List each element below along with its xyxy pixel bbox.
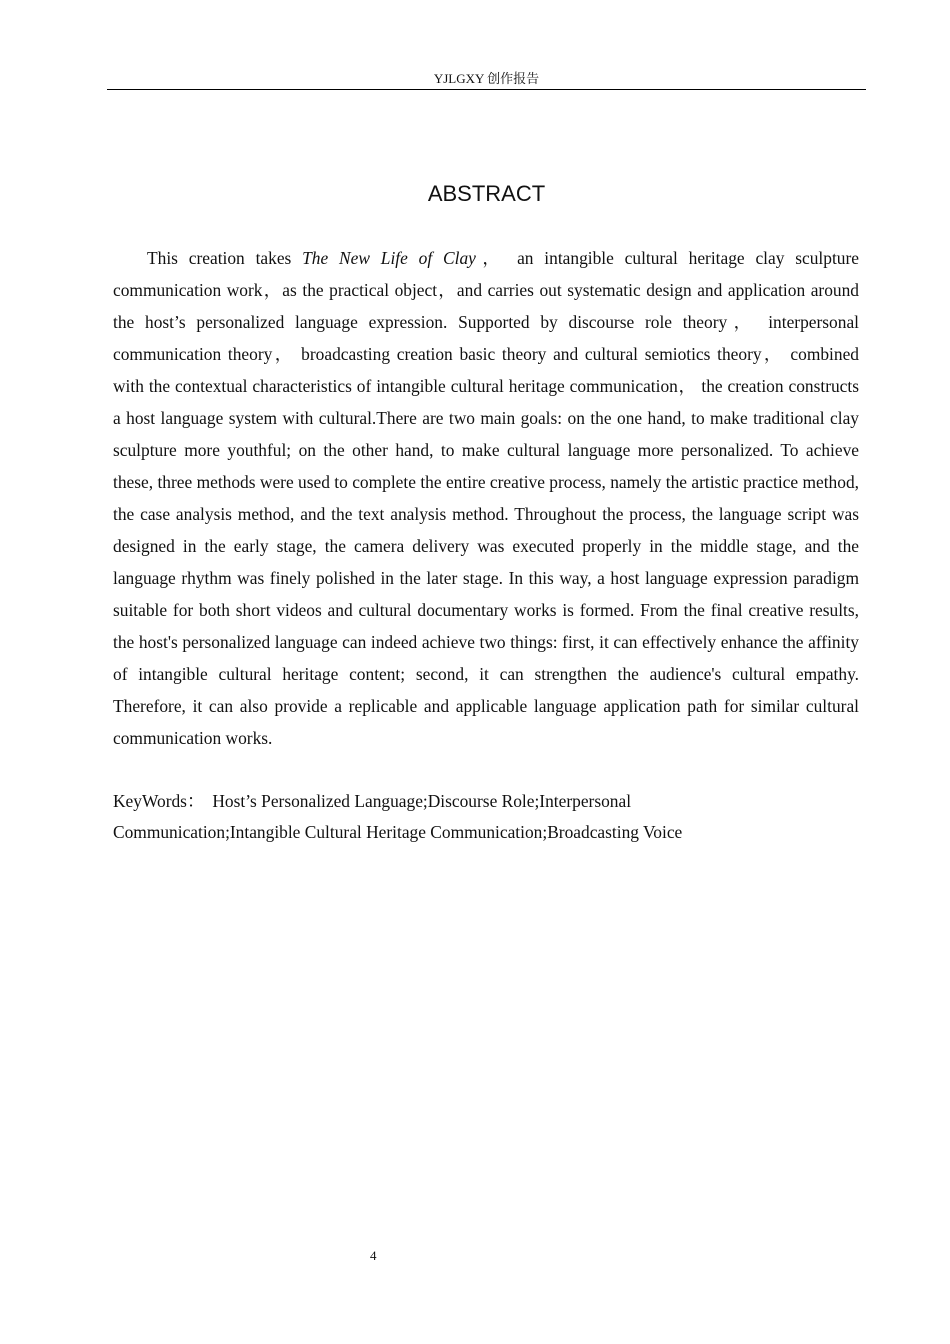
keywords-value: Host’s Personalized Language;Discourse Role;Interpersonal Communication;Intangible Cultural Heritage Communication;Broadcasting Voice — [113, 791, 683, 842]
abstract-title: ABSTRACT — [427, 181, 546, 206]
abstract-body — [113, 242, 859, 754]
abstract-lead: This creation takes — [147, 248, 303, 268]
work-title: The New Life of Clay — [302, 248, 476, 268]
keywords-label: KeyWords： — [113, 791, 205, 811]
page-header — [107, 68, 866, 90]
header-text: YJLGXY 创作报告 — [433, 71, 540, 86]
abstract-text: ， an intangible cultural heritage clay sculpture communication work，as the practical object，and carries out systematic design and application around the host’s personalized language expression. Supported by discourse role theory， interpersonal communication theory， broadcasting creation basic theory and cultural semiotics theory， combined with the contextual characteristics of intangible cultural heritage communication， the creation constructs a host language system with cultural.There are two main goals: on the one hand, to make traditional clay sculpture more youthful; on the other hand, to make cultural language more personalized. To achieve these, three methods were used to complete the entire creative process, namely the artistic practice method, the case analysis method, and the text analysis method. Throughout the process, the language script was designed in the early stage, the camera delivery was executed properly in the middle stage, and the language rhythm was finely polished in the later stage. In this way, a host language expression paradigm suitable for both short videos and cultural documentary works is formed. From the final creative results, the host's personalized language can indeed achieve two things: first, it can effectively enhance the affinity of intangible cultural heritage content; second, it can strengthen the audience's cultural empathy. Therefore, it can also provide a replicable and applicable language application path for similar cultural communication works. — [113, 248, 859, 748]
page-number: 4 — [370, 1248, 377, 1263]
keywords — [113, 786, 773, 848]
